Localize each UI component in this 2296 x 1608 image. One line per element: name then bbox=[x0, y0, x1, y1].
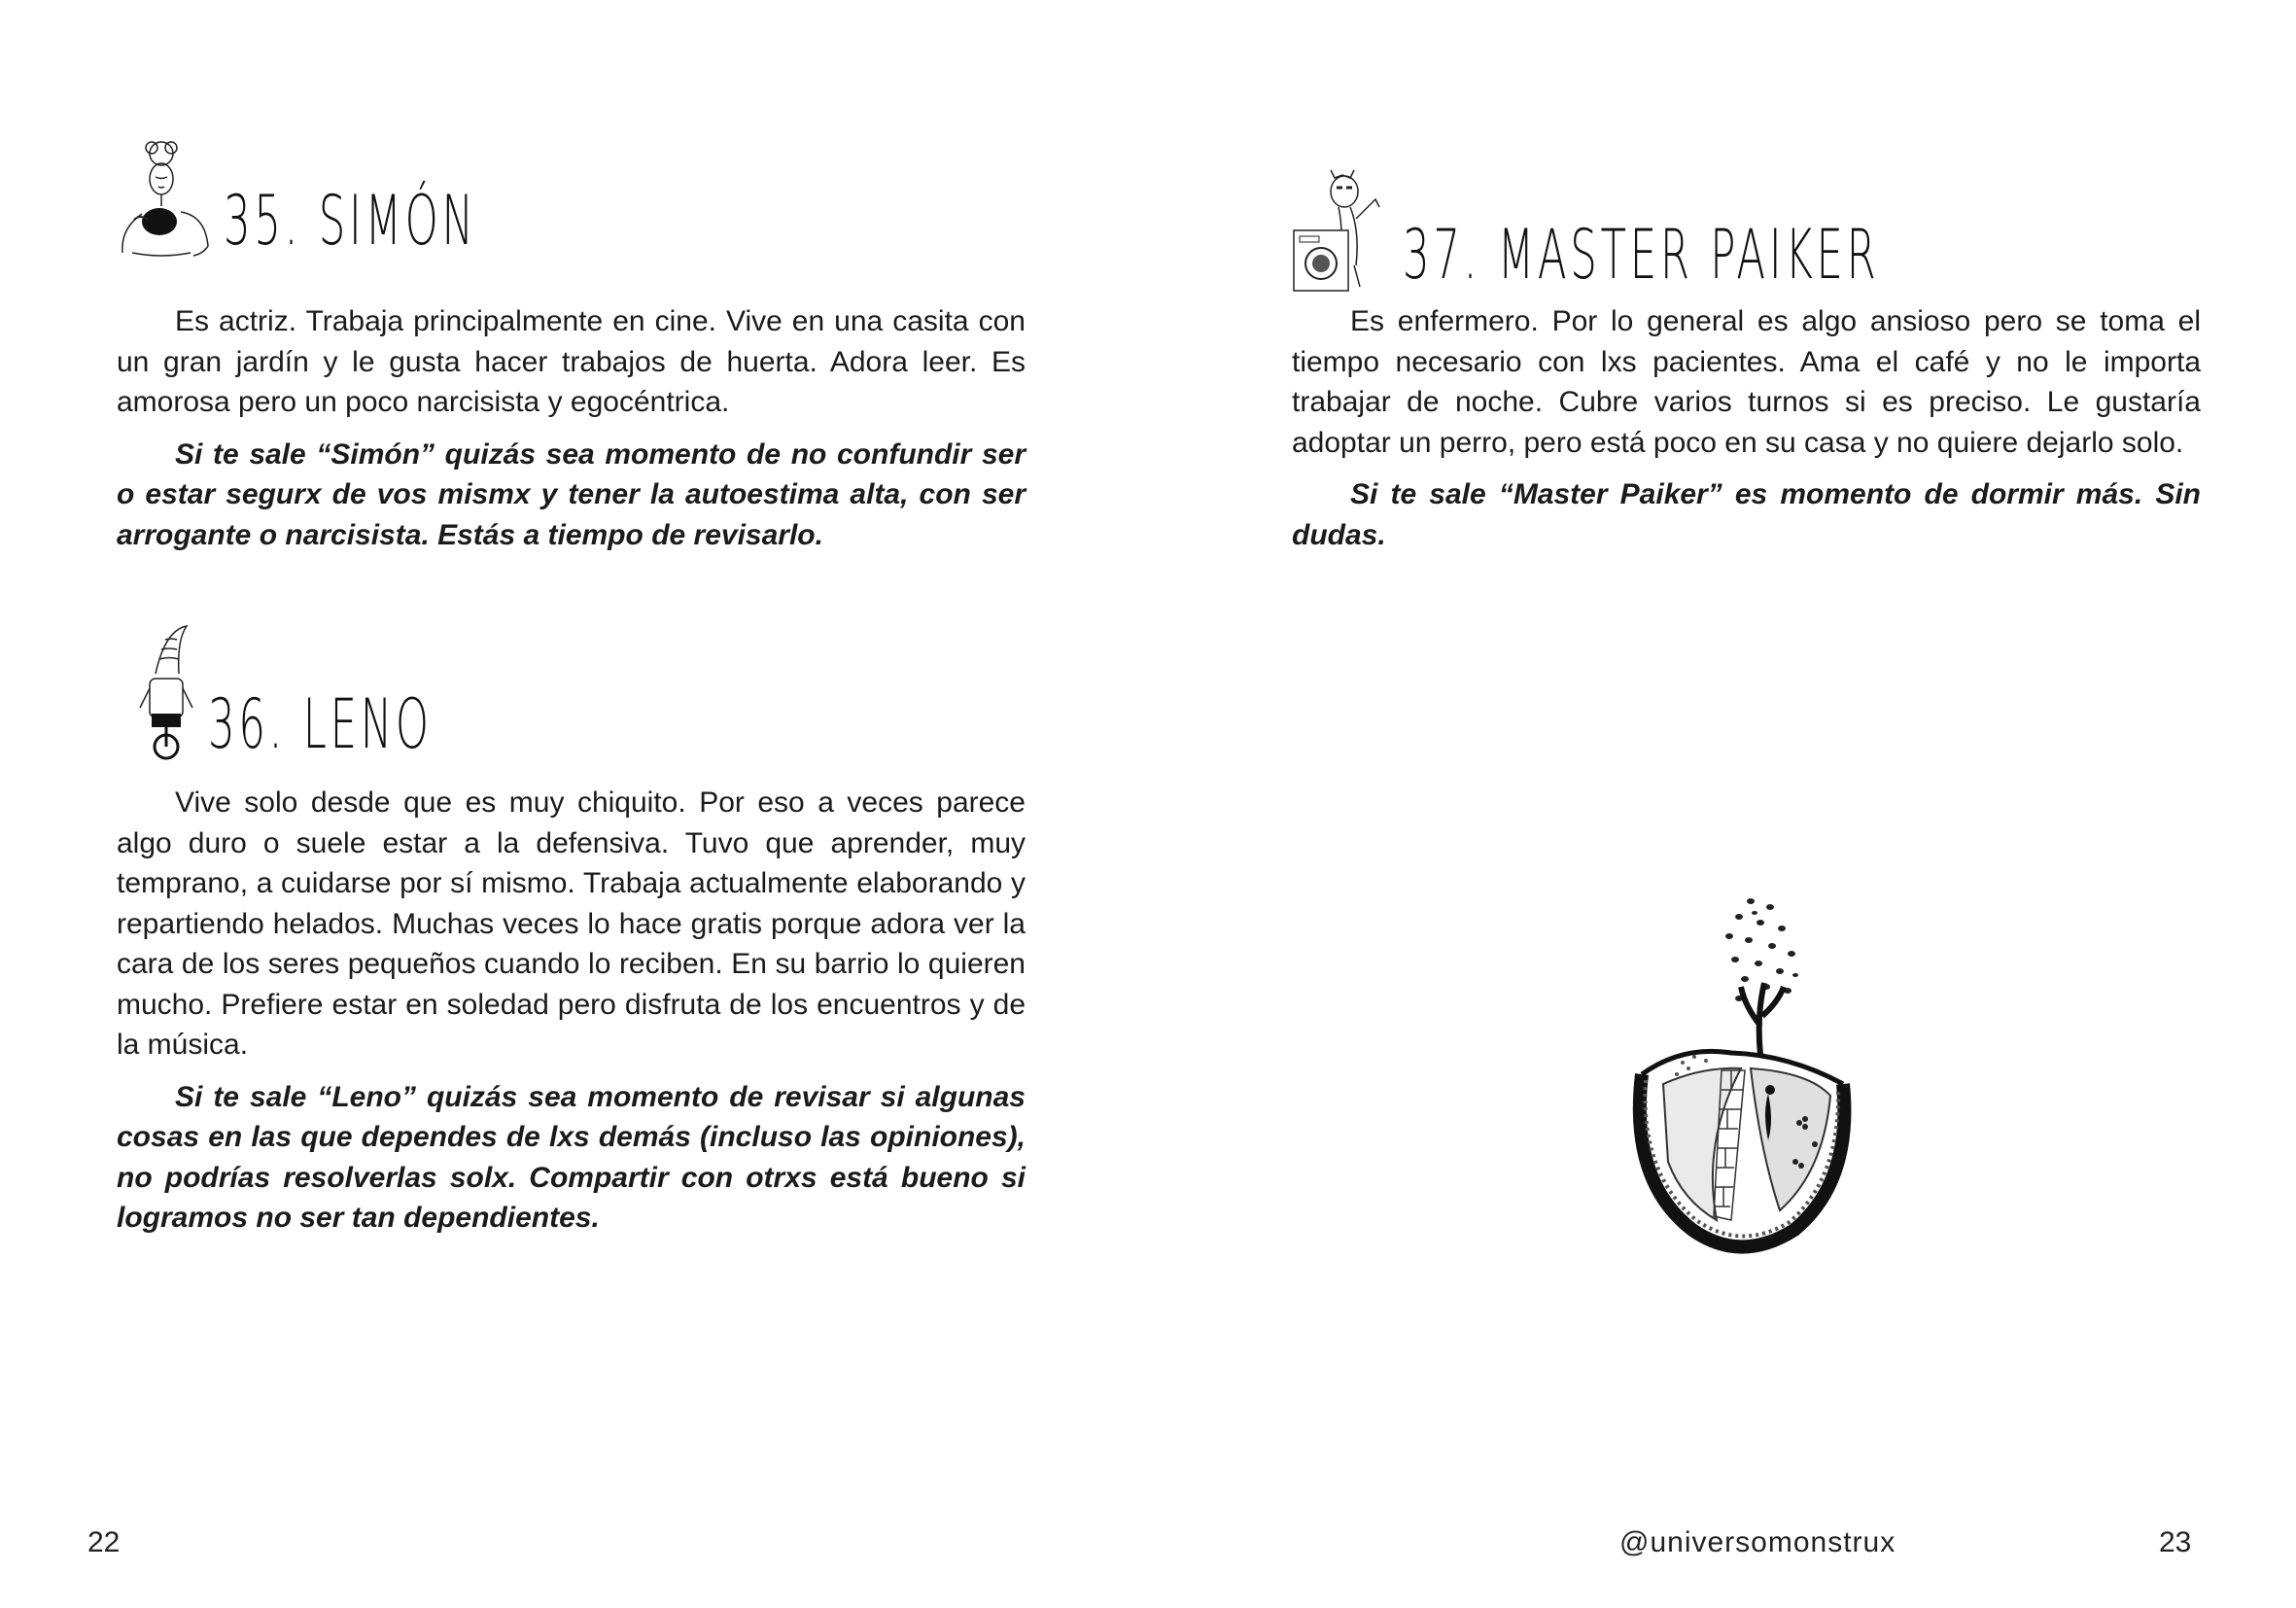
entry-36-advice: Si te sale “Leno” quizás sea momento de revisar si algunas cosas en las que dependes de lxs demás (incluso las opiniones), no podrías resolverlas solx. Compartir con otrxs está bueno si logramos no ser tan dependientes. bbox=[117, 1080, 1026, 1234]
creature-with-washing-machine-drawing-icon bbox=[1292, 160, 1399, 297]
pencil-sketch-bowl-with-path-and-tree-icon bbox=[1624, 890, 1858, 1264]
entry-36-body bbox=[117, 783, 1026, 1239]
entry-37-title: 37. MASTER PAIKER bbox=[1403, 215, 1880, 295]
entry-36-header bbox=[136, 620, 570, 766]
entry-36-description: Vive solo desde que es muy chiquito. Por eso a veces parece algo duro o suele estar a la defensiva. Tuvo que aprender, muy temprano, a cuidarse por sí mismo. Trabaja actualmente elaborando y repartiendo helados. Muchas veces lo hace gratis porque adora ver la cara de los seres pequeños cuando lo reciben. En su barrio lo quieren mucho. Prefiere estar en soledad pero disfruta de los encuentros y de la música. bbox=[117, 787, 1026, 1061]
entry-35-body bbox=[117, 301, 1026, 555]
entry-37-header bbox=[1292, 160, 2172, 297]
page-number-left: 22 bbox=[87, 1526, 121, 1558]
gnome-on-unicycle-drawing-icon bbox=[136, 620, 204, 766]
entry-37-advice: Si te sale “Master Paiker” es momento de dormir más. Sin dudas. bbox=[1292, 478, 2201, 551]
footer-handle: @universomonstrux bbox=[1619, 1526, 1896, 1558]
entry-37-description: Es enfermero. Por lo general es algo ansioso pero se toma el tiempo necesario con lxs pacientes. Ama el café y no le importa trabajar de noche. Cubre varios turnos si es preciso. Le gustaría adoptar un perro, pero está poco en su casa y no quiere dejarlo solo. bbox=[1292, 305, 2201, 459]
entry-35-advice: Si te sale “Simón” quizás sea momento de no confundir ser o estar segurx de vos mismx y tener la autoestima alta, con ser arrogante o narcisista. Estás a tiempo de revisarlo. bbox=[117, 437, 1026, 551]
entry-37-body bbox=[1292, 301, 2201, 555]
entry-36-title: 36. LENO bbox=[208, 684, 433, 764]
right-page bbox=[1148, 0, 2296, 1608]
entry-35-title: 35. SIMÓN bbox=[224, 181, 477, 261]
entry-35-description: Es actriz. Trabaja principalmente en cine. Vive en una casita con un gran jardín y le gusta hacer trabajos de huerta. Adora leer. Es amorosa pero un poco narcisista y egocéntrica. bbox=[117, 305, 1026, 418]
page-number-right: 23 bbox=[2159, 1526, 2192, 1558]
entry-35-header bbox=[113, 136, 633, 262]
woman-with-flower-hair-drawing-icon bbox=[113, 136, 220, 262]
